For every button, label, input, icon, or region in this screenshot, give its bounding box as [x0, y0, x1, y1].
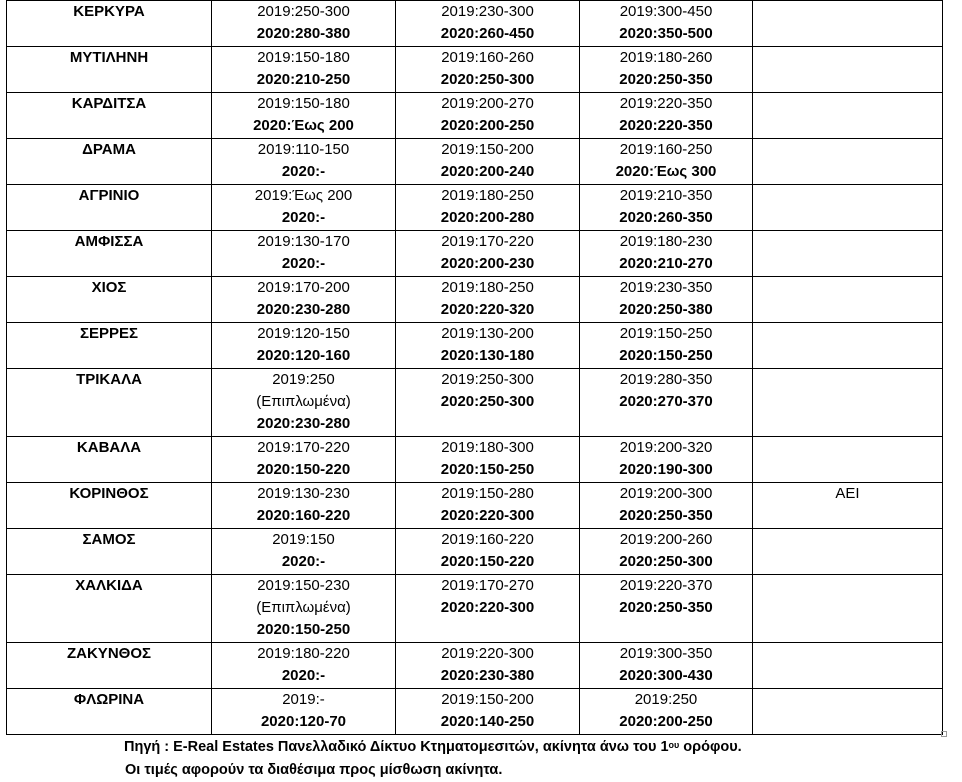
price-2019: 2019:120-150 — [257, 325, 350, 342]
city-cell: ΑΜΦΙΣΣΑ — [7, 231, 212, 277]
price-2020: 2020:- — [281, 667, 326, 684]
price-2019: 2019:230-300 — [441, 3, 534, 20]
price-2020: 2020:220-300 — [440, 507, 535, 524]
price-cell-3 — [580, 323, 753, 369]
price-note: (Επιπλωμένα) — [256, 393, 351, 410]
note-cell — [753, 47, 943, 93]
price-2020: 2020:230-280 — [256, 415, 351, 432]
price-cell-2 — [396, 185, 580, 231]
price-cell-2 — [396, 323, 580, 369]
price-2020: 2020:260-450 — [440, 25, 535, 42]
price-2020: 2020:230-280 — [256, 301, 351, 318]
city-cell: ΑΓΡΙΝΙΟ — [7, 185, 212, 231]
price-2020: 2020:250-300 — [440, 71, 535, 88]
price-2020: 2020:280-380 — [256, 25, 351, 42]
price-cell-2 — [396, 575, 580, 643]
price-cell-2 — [396, 231, 580, 277]
city-cell: ΣΑΜΟΣ — [7, 529, 212, 575]
note-cell — [753, 185, 943, 231]
city-cell: ΦΛΩΡΙΝΑ — [7, 689, 212, 735]
price-cell-1 — [212, 575, 396, 643]
price-cell-1 — [212, 185, 396, 231]
table-footnote — [124, 736, 742, 782]
price-cell-1 — [212, 529, 396, 575]
table-row — [7, 93, 943, 139]
table-row — [7, 323, 943, 369]
price-2019: 2019:180-230 — [619, 233, 713, 250]
note-cell — [753, 575, 943, 643]
note-cell — [753, 231, 943, 277]
price-cell-2 — [396, 437, 580, 483]
price-cell-2 — [396, 277, 580, 323]
price-2020: 2020:140-250 — [440, 713, 535, 730]
price-cell-1 — [212, 1, 396, 47]
table-row — [7, 437, 943, 483]
table-row — [7, 529, 943, 575]
table-row — [7, 139, 943, 185]
price-2020: 2020:220-320 — [440, 301, 535, 318]
price-2019: 2019:170-220 — [257, 439, 350, 456]
table-row — [7, 689, 943, 735]
price-2020: 2020:- — [281, 209, 326, 226]
price-cell-1 — [212, 689, 396, 735]
price-2020: 2020:250-300 — [440, 393, 535, 410]
table-row — [7, 185, 943, 231]
price-2019: 2019:160-220 — [441, 531, 534, 548]
note-cell — [753, 437, 943, 483]
price-2020: 2020:150-250 — [619, 347, 713, 364]
price-2020: 2020:250-300 — [619, 553, 713, 570]
price-2020: 2020:270-370 — [619, 393, 713, 410]
price-cell-1 — [212, 369, 396, 437]
price-cell-3 — [580, 277, 753, 323]
price-cell-1 — [212, 437, 396, 483]
note-cell: ΑΕΙ — [753, 483, 943, 529]
price-2019: 2019:220-300 — [441, 645, 534, 662]
price-2019: 2019:280-350 — [619, 371, 713, 388]
city-cell: ΧΑΛΚΙΔΑ — [7, 575, 212, 643]
table-body — [7, 1, 943, 735]
price-2020: 2020:230-380 — [440, 667, 535, 684]
price-cell-3 — [580, 93, 753, 139]
price-2020: 2020:Έως 200 — [253, 117, 354, 134]
price-cell-1 — [212, 139, 396, 185]
price-2019: 2019:150-230 — [257, 577, 350, 594]
table-row — [7, 277, 943, 323]
price-2019: 2019:250-300 — [441, 371, 534, 388]
price-2019: 2019:160-250 — [619, 141, 713, 158]
city-cell: ΚΟΡΙΝΘΟΣ — [7, 483, 212, 529]
city-cell: ΚΑΡΔΙΤΣΑ — [7, 93, 212, 139]
price-2019: 2019:150-200 — [441, 691, 534, 708]
price-cell-3 — [580, 483, 753, 529]
price-2020: 2020:150-220 — [256, 461, 351, 478]
price-2019: 2019:180-300 — [441, 439, 534, 456]
price-2019: 2019:220-350 — [619, 95, 713, 112]
note-cell — [753, 1, 943, 47]
price-2020: 2020:210-250 — [256, 71, 351, 88]
note-cell — [753, 369, 943, 437]
price-cell-3 — [580, 437, 753, 483]
price-2019: 2019:210-350 — [619, 187, 713, 204]
price-cell-2 — [396, 1, 580, 47]
price-cell-2 — [396, 93, 580, 139]
price-2019: 2019:130-170 — [257, 233, 350, 250]
city-cell: ΣΕΡΡΕΣ — [7, 323, 212, 369]
price-2020: 2020:250-350 — [619, 599, 713, 616]
price-cell-3 — [580, 575, 753, 643]
price-cell-1 — [212, 231, 396, 277]
price-2019: 2019:130-200 — [441, 325, 534, 342]
price-2020: 2020:- — [281, 163, 326, 180]
source-note: Πηγή : E-Real Estates Πανελλαδικό Δίκτυο Κτηματομεσιτών, ακίνητα άνω του $1^{o\upsilon}$ ορόφου. — [124, 739, 742, 755]
table-row — [7, 47, 943, 93]
price-2019: 2019:130-230 — [257, 485, 350, 502]
price-2020: 2020:200-240 — [440, 163, 535, 180]
price-cell-2 — [396, 643, 580, 689]
table-row — [7, 1, 943, 47]
price-2020: 2020:250-380 — [619, 301, 713, 318]
price-cell-3 — [580, 47, 753, 93]
rent-price-table — [6, 0, 943, 735]
availability-note: Οι τιμές αφορούν τα διαθέσιμα προς μίσθωση ακίνητα. — [125, 762, 503, 778]
price-2019: 2019:250 — [272, 371, 335, 388]
note-cell — [753, 689, 943, 735]
table-row — [7, 483, 943, 529]
price-2020: 2020:- — [281, 255, 326, 272]
price-cell-3 — [580, 689, 753, 735]
price-2019: 2019:- — [282, 691, 325, 708]
price-2019: 2019:170-270 — [441, 577, 534, 594]
price-2020: 2020:Έως 300 — [615, 163, 717, 180]
price-2019: 2019:150-180 — [257, 95, 350, 112]
price-cell-3 — [580, 369, 753, 437]
price-2020: 2020:220-350 — [619, 117, 713, 134]
city-cell: ΤΡΙΚΑΛΑ — [7, 369, 212, 437]
price-2019: 2019:180-250 — [441, 187, 534, 204]
city-cell: ΚΑΒΑΛΑ — [7, 437, 212, 483]
price-cell-1 — [212, 643, 396, 689]
price-cell-1 — [212, 93, 396, 139]
price-2020: 2020:210-270 — [619, 255, 713, 272]
price-2020: 2020:250-350 — [619, 507, 713, 524]
price-cell-3 — [580, 139, 753, 185]
price-cell-2 — [396, 139, 580, 185]
price-2019: 2019:170-200 — [257, 279, 350, 296]
price-2019: 2019:300-350 — [619, 645, 713, 662]
price-2019: 2019:250-300 — [257, 3, 350, 20]
note-cell — [753, 323, 943, 369]
price-2020: 2020:120-160 — [256, 347, 351, 364]
price-2020: 2020:200-250 — [619, 713, 713, 730]
price-2019: 2019:180-220 — [257, 645, 350, 662]
city-cell: ΔΡΑΜΑ — [7, 139, 212, 185]
price-2020: 2020:150-250 — [256, 621, 351, 638]
table-row — [7, 575, 943, 643]
price-2020: 2020:250-350 — [619, 71, 713, 88]
price-2020: 2020:200-280 — [440, 209, 535, 226]
note-cell — [753, 277, 943, 323]
price-2020: 2020:130-180 — [440, 347, 535, 364]
price-2019: 2019:180-250 — [441, 279, 534, 296]
city-cell: ΧΙΟΣ — [7, 277, 212, 323]
note-cell — [753, 643, 943, 689]
note-cell — [753, 139, 943, 185]
price-2020: 2020:350-500 — [619, 25, 713, 42]
price-2019: 2019:150-280 — [441, 485, 534, 502]
city-cell: ΜΥΤΙΛΗΝΗ — [7, 47, 212, 93]
price-cell-3 — [580, 185, 753, 231]
price-cell-3 — [580, 1, 753, 47]
price-2019: 2019:110-150 — [257, 141, 350, 158]
price-cell-1 — [212, 483, 396, 529]
price-2019: 2019:Έως 200 — [254, 187, 353, 204]
city-cell: ΚΕΡΚΥΡΑ — [7, 1, 212, 47]
table-resize-handle[interactable] — [941, 731, 947, 737]
city-cell: ΖΑΚΥΝΘΟΣ — [7, 643, 212, 689]
price-2019: 2019:150-180 — [257, 49, 350, 66]
price-cell-3 — [580, 529, 753, 575]
price-2019: 2019:220-370 — [619, 577, 713, 594]
price-2019: 2019:160-260 — [441, 49, 534, 66]
note-cell — [753, 529, 943, 575]
price-2020: 2020:200-230 — [440, 255, 535, 272]
price-2020: 2020:190-300 — [619, 461, 713, 478]
price-cell-1 — [212, 323, 396, 369]
price-note: (Επιπλωμένα) — [256, 599, 351, 616]
price-2020: 2020:160-220 — [256, 507, 351, 524]
price-2020: 2020:150-250 — [440, 461, 535, 478]
price-2020: 2020:150-220 — [440, 553, 535, 570]
price-2019: 2019:150 — [272, 531, 335, 548]
price-2019: 2019:200-260 — [619, 531, 713, 548]
price-2020: 2020:200-250 — [440, 117, 535, 134]
price-cell-2 — [396, 483, 580, 529]
price-cell-2 — [396, 47, 580, 93]
price-2019: 2019:250 — [634, 691, 698, 708]
price-2019: 2019:230-350 — [619, 279, 713, 296]
price-cell-2 — [396, 689, 580, 735]
price-2019: 2019:150-200 — [441, 141, 534, 158]
price-cell-1 — [212, 277, 396, 323]
price-2019: 2019:170-220 — [441, 233, 534, 250]
price-cell-3 — [580, 231, 753, 277]
price-2020: 2020:300-430 — [619, 667, 713, 684]
price-2019: 2019:200-270 — [441, 95, 534, 112]
price-2019: 2019:200-320 — [619, 439, 713, 456]
price-cell-2 — [396, 529, 580, 575]
note-cell — [753, 93, 943, 139]
table-row — [7, 643, 943, 689]
price-2020: 2020:- — [281, 553, 326, 570]
price-2019: 2019:150-250 — [619, 325, 713, 342]
price-2020: 2020:120-70 — [260, 713, 347, 730]
table-row — [7, 231, 943, 277]
table-row — [7, 369, 943, 437]
price-2020: 2020:260-350 — [619, 209, 713, 226]
price-cell-3 — [580, 643, 753, 689]
price-2019: 2019:200-300 — [619, 485, 713, 502]
price-2019: 2019:300-450 — [619, 3, 713, 20]
price-cell-2 — [396, 369, 580, 437]
price-2020: 2020:220-300 — [440, 599, 535, 616]
price-cell-1 — [212, 47, 396, 93]
price-2019: 2019:180-260 — [619, 49, 713, 66]
